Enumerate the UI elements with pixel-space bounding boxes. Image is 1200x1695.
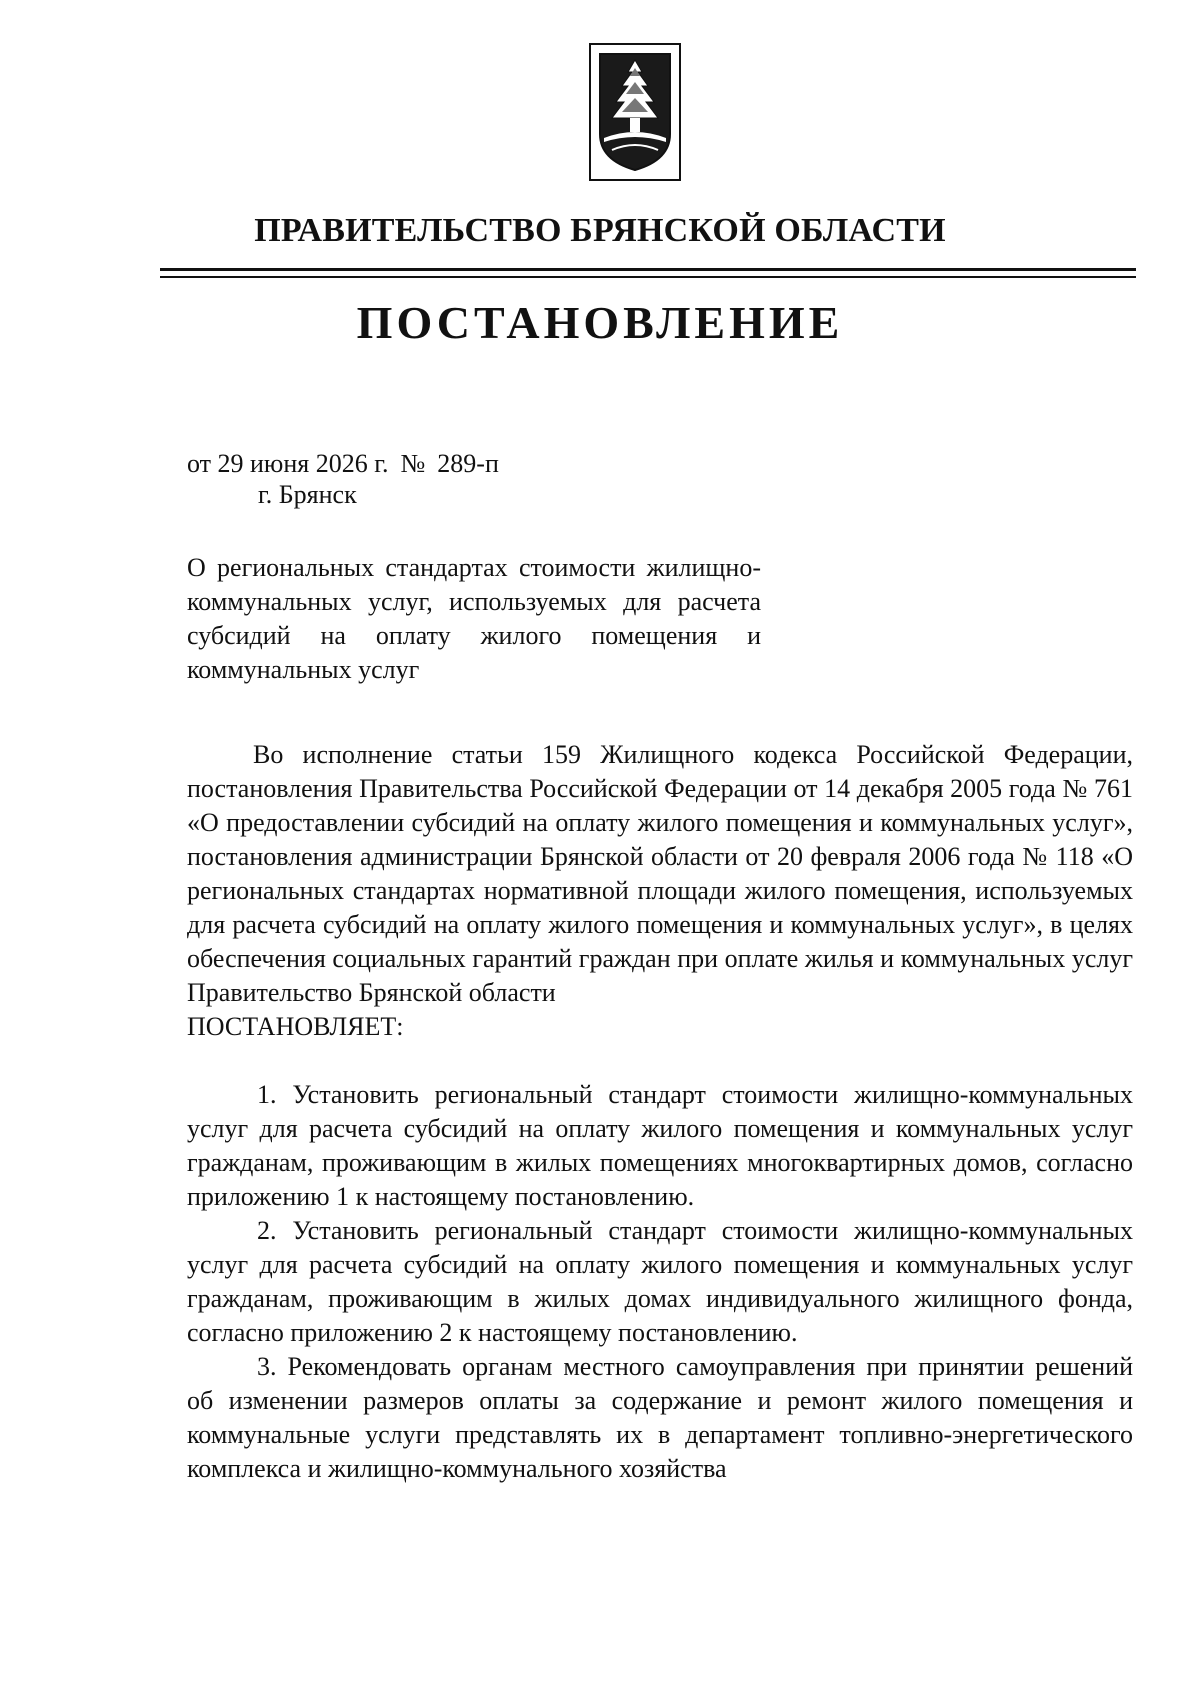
document-body (187, 738, 1133, 1486)
document-subject: О региональных стандартах стоимости жилищно-коммунальных услуг, используемых для расчета субсидий на оплату жилого помещения и коммунальных услуг (187, 553, 761, 684)
document-city: г. Брянск (258, 480, 357, 509)
preamble-paragraph: Во исполнение статьи 159 Жилищного кодекса Российской Федерации, постановления Правительства Российской Федерации от 14 декабря 2005 года № 761 «О предоставлении субсидий на оплату жилого помещения и коммунальных услуг», постановления администрации Брянской области от 20 февраля 2006 года № 118 «О региональных стандартах нормативной площади жилого помещения, используемых для расчета субсидий на оплату жилого помещения и коммунальных услуг», в целях обеспечения социальных гарантий граждан при оплате жилья и коммунальных услуг Правительство Брянской области (187, 740, 1133, 1007)
header-divider-thick (160, 268, 1136, 271)
header-divider-thin (160, 276, 1136, 278)
resolves-heading: ПОСТАНОВЛЯЕТ: (187, 1012, 404, 1041)
document-type-title: ПОСТАНОВЛЕНИЕ (356, 297, 844, 348)
number-label: № (400, 449, 426, 478)
resolution-item-1: 1. Установить региональный стандарт стоимости жилищно-коммунальных услуг для расчета субсидий на оплату жилого помещения и коммунальных услуг гражданам, проживающим в жилых помещениях многоквартирных домов, согласно приложению 1 к настоящему постановлению. (187, 1080, 1133, 1211)
resolution-item-2: 2. Установить региональный стандарт стоимости жилищно-коммунальных услуг для расчета субсидий на оплату жилого помещения и коммунальных услуг гражданам, проживающим в жилых домах индивидуального жилищного фонда, согласно приложению 2 к настоящему постановлению. (187, 1216, 1133, 1347)
document-number: 289-п (437, 449, 499, 478)
resolution-item-3: 3. Рекомендовать органам местного самоуправления при принятии решений об изменении размеров оплаты за содержание и ремонт жилого помещения и коммунальные услуги представлять их в департамент топливно-энергетического комплекса и жилищно-коммунального хозяйства (187, 1352, 1133, 1483)
document-date-line (187, 449, 499, 479)
document-date: от 29 июня 2026 г. (187, 449, 389, 478)
coat-of-arms-emblem (588, 42, 682, 182)
organization-title: ПРАВИТЕЛЬСТВО БРЯНСКОЙ ОБЛАСТИ (254, 212, 946, 249)
